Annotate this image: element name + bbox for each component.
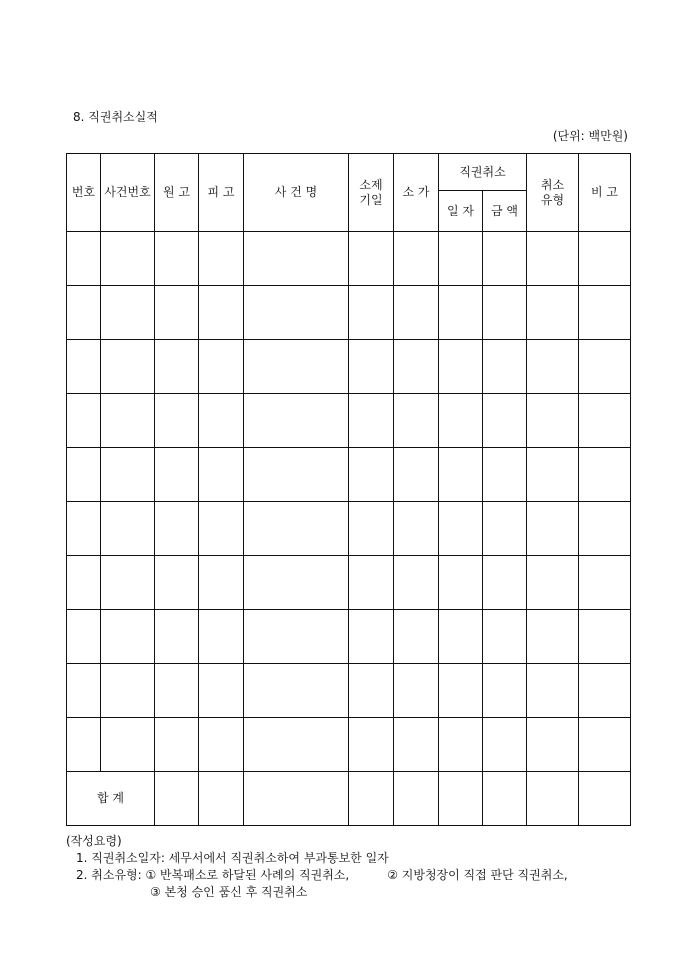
table-cell bbox=[101, 718, 155, 772]
table-cell bbox=[199, 448, 244, 502]
table-cell bbox=[483, 610, 527, 664]
header-case-name: 사 건 명 bbox=[244, 154, 349, 232]
table-cell bbox=[394, 772, 439, 826]
table-cell bbox=[483, 718, 527, 772]
table-cell bbox=[394, 502, 439, 556]
table-cell bbox=[394, 610, 439, 664]
table-cell bbox=[101, 556, 155, 610]
table-cell bbox=[244, 286, 349, 340]
header-cancel-amount: 금 액 bbox=[483, 191, 527, 232]
table-row bbox=[67, 502, 631, 556]
table-cell bbox=[527, 556, 579, 610]
header-filing-date: 소제 기일 bbox=[349, 154, 394, 232]
table-row bbox=[67, 448, 631, 502]
table-cell bbox=[349, 556, 394, 610]
table-cell bbox=[101, 286, 155, 340]
table-cell bbox=[155, 394, 199, 448]
total-label: 합 계 bbox=[67, 772, 155, 826]
table-cell bbox=[199, 340, 244, 394]
table-cell bbox=[483, 340, 527, 394]
table-cell bbox=[155, 502, 199, 556]
table-cell bbox=[349, 340, 394, 394]
note-item-1: 1. 직권취소일자: 세무서에서 직권취소하여 부과통보한 일자 bbox=[76, 851, 389, 865]
table-cell bbox=[67, 394, 101, 448]
table-cell bbox=[155, 286, 199, 340]
table-cell bbox=[101, 664, 155, 718]
table-cell bbox=[527, 286, 579, 340]
table-cell bbox=[155, 610, 199, 664]
unit-label: (단위: 백만원) bbox=[552, 129, 628, 143]
table-cell bbox=[199, 286, 244, 340]
note-item-2: 2. 취소유형: ① 반복패소로 하달된 사례의 직권취소, ② 지방청장이 직접 판단 직권취소, bbox=[76, 868, 568, 882]
table-cell bbox=[439, 556, 483, 610]
table-cell bbox=[579, 340, 631, 394]
header-row-top bbox=[67, 154, 631, 191]
table-cell bbox=[579, 610, 631, 664]
table-cell bbox=[439, 232, 483, 286]
table-row bbox=[67, 286, 631, 340]
table-body bbox=[67, 232, 631, 772]
table-cell bbox=[579, 556, 631, 610]
table-cell bbox=[394, 232, 439, 286]
table-cell bbox=[579, 394, 631, 448]
table-cell bbox=[483, 394, 527, 448]
table-cell bbox=[67, 610, 101, 664]
table-row bbox=[67, 610, 631, 664]
table-cell bbox=[527, 502, 579, 556]
table-cell bbox=[244, 448, 349, 502]
table-cell bbox=[579, 448, 631, 502]
table-cell bbox=[101, 394, 155, 448]
table-cell bbox=[579, 772, 631, 826]
table-cell bbox=[101, 610, 155, 664]
table-row bbox=[67, 664, 631, 718]
table-cell bbox=[349, 664, 394, 718]
cancellation-table bbox=[66, 153, 631, 826]
table-cell bbox=[67, 286, 101, 340]
table-cell bbox=[244, 340, 349, 394]
table-cell bbox=[244, 772, 349, 826]
table-cell bbox=[349, 610, 394, 664]
table-cell bbox=[67, 502, 101, 556]
header-no: 번호 bbox=[67, 154, 101, 232]
table-cell bbox=[155, 664, 199, 718]
table-cell bbox=[101, 502, 155, 556]
header-cancel-date: 일 자 bbox=[439, 191, 483, 232]
table-cell bbox=[67, 664, 101, 718]
table-cell bbox=[394, 718, 439, 772]
table-cell bbox=[199, 772, 244, 826]
table-cell bbox=[67, 340, 101, 394]
table-row bbox=[67, 556, 631, 610]
table-cell bbox=[155, 772, 199, 826]
note-item-2c: ③ 본청 승인 품신 후 직권취소 bbox=[150, 885, 308, 899]
table-cell bbox=[199, 232, 244, 286]
table-cell bbox=[244, 664, 349, 718]
table-cell bbox=[439, 448, 483, 502]
table-cell bbox=[579, 286, 631, 340]
table-cell bbox=[439, 664, 483, 718]
table-cell bbox=[67, 556, 101, 610]
table-cell bbox=[579, 718, 631, 772]
table-cell bbox=[349, 448, 394, 502]
table-cell bbox=[349, 772, 394, 826]
notes bbox=[66, 833, 568, 901]
table-cell bbox=[349, 286, 394, 340]
table-row bbox=[67, 718, 631, 772]
table-cell bbox=[199, 556, 244, 610]
table-cell bbox=[244, 502, 349, 556]
table-cell bbox=[155, 340, 199, 394]
table-cell bbox=[394, 448, 439, 502]
table-cell bbox=[394, 394, 439, 448]
section-title: 8. 직권취소실적 bbox=[73, 110, 158, 124]
table-cell bbox=[527, 610, 579, 664]
table-cell bbox=[199, 502, 244, 556]
table-cell bbox=[199, 664, 244, 718]
table-cell bbox=[527, 718, 579, 772]
table-cell bbox=[527, 340, 579, 394]
table-cell bbox=[394, 556, 439, 610]
table-cell bbox=[483, 556, 527, 610]
header-defendant: 피 고 bbox=[199, 154, 244, 232]
table-cell bbox=[199, 718, 244, 772]
table-cell bbox=[155, 232, 199, 286]
table-cell bbox=[527, 448, 579, 502]
table-cell bbox=[527, 772, 579, 826]
table-cell bbox=[349, 394, 394, 448]
table-cell bbox=[67, 718, 101, 772]
table-cell bbox=[155, 448, 199, 502]
table-cell bbox=[527, 664, 579, 718]
table-cell bbox=[439, 502, 483, 556]
table-cell bbox=[483, 448, 527, 502]
table-cell bbox=[439, 286, 483, 340]
table-cell bbox=[527, 394, 579, 448]
header-remarks: 비 고 bbox=[579, 154, 631, 232]
table-cell bbox=[579, 664, 631, 718]
table-cell bbox=[349, 502, 394, 556]
table-cell bbox=[439, 772, 483, 826]
table-cell bbox=[67, 232, 101, 286]
table-cell bbox=[439, 718, 483, 772]
table-cell bbox=[579, 502, 631, 556]
table-cell bbox=[244, 718, 349, 772]
table-cell bbox=[394, 664, 439, 718]
header-claim-value: 소 가 bbox=[394, 154, 439, 232]
table-cell bbox=[155, 556, 199, 610]
table-cell bbox=[394, 340, 439, 394]
header-case-no: 사건번호 bbox=[101, 154, 155, 232]
table-cell bbox=[244, 556, 349, 610]
table-cell bbox=[483, 232, 527, 286]
table-row bbox=[67, 340, 631, 394]
table-cell bbox=[244, 610, 349, 664]
table-cell bbox=[101, 340, 155, 394]
table-cell bbox=[483, 664, 527, 718]
table-cell bbox=[439, 394, 483, 448]
table-row bbox=[67, 232, 631, 286]
table-cell bbox=[67, 448, 101, 502]
header-cancel-group: 직권취소 bbox=[439, 154, 527, 191]
table-row bbox=[67, 394, 631, 448]
table-cell bbox=[483, 286, 527, 340]
table-cell bbox=[349, 718, 394, 772]
table-cell bbox=[439, 340, 483, 394]
table-cell bbox=[101, 448, 155, 502]
table-cell bbox=[199, 610, 244, 664]
table-cell bbox=[483, 502, 527, 556]
table-cell bbox=[579, 232, 631, 286]
header-plaintiff: 원 고 bbox=[155, 154, 199, 232]
notes-heading: (작성요령) bbox=[66, 834, 122, 848]
table-cell bbox=[394, 286, 439, 340]
table-cell bbox=[244, 232, 349, 286]
table-cell bbox=[527, 232, 579, 286]
table-cell bbox=[439, 610, 483, 664]
table-cell bbox=[349, 232, 394, 286]
table-cell bbox=[155, 718, 199, 772]
table-cell bbox=[483, 772, 527, 826]
header-cancel-type: 취소 유형 bbox=[527, 154, 579, 232]
table-cell bbox=[199, 394, 244, 448]
table-cell bbox=[244, 394, 349, 448]
total-row bbox=[67, 772, 631, 826]
table-cell bbox=[101, 232, 155, 286]
